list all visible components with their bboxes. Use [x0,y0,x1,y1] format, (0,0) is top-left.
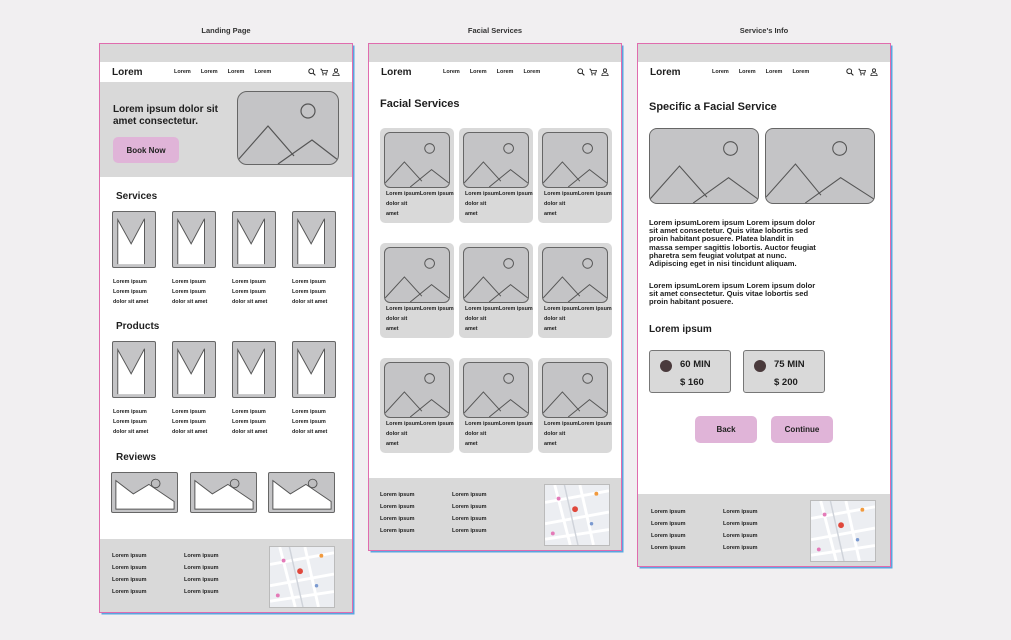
facial-image [542,247,608,303]
facial-service-card[interactable]: Lorem ipsumLorem ipsum dolor sit amet [538,358,612,453]
navbar [369,62,621,82]
facial-service-card[interactable]: Lorem ipsumLorem ipsum dolor sit amet [380,243,454,338]
service-image[interactable] [112,211,156,268]
option-time: 60 MIN [680,359,711,370]
product-image[interactable] [112,341,156,398]
footer-link[interactable]: Lorem ipsum [380,528,415,534]
logo[interactable]: Lorem [381,66,412,78]
facial-image [463,247,529,303]
footer-link[interactable]: Lorem ipsum [380,516,415,522]
review-image[interactable] [111,472,178,513]
service-caption: Lorem ipsum Lorem ipsum dolor sit amet [292,279,328,305]
nav-link[interactable]: Lorem [200,69,218,75]
service-caption: Lorem ipsum Lorem ipsum dolor sit amet [113,279,149,305]
nav-link[interactable]: Lorem [523,69,541,75]
product-caption: Lorem ipsum Lorem ipsum dolor sit amet [292,409,328,435]
cart-icon[interactable] [320,68,328,76]
map-image[interactable] [269,546,335,608]
nav-link[interactable]: Lorem [496,69,514,75]
landing-page-frame [99,43,353,613]
book-now-button[interactable]: Book Now [113,137,179,163]
radio-dot[interactable] [754,360,766,372]
product-image[interactable] [292,341,336,398]
search-icon[interactable] [577,68,585,76]
radio-dot[interactable] [660,360,672,372]
footer-link[interactable]: Lorem ipsum [380,504,415,510]
hero-image [237,91,339,165]
nav-link[interactable]: Lorem [227,69,245,75]
footer-link[interactable]: Lorem ipsum [112,577,147,583]
service-description: Lorem ipsumLorem ipsum Lorem ipsum dolor sit amet consectetur. Quis vitae lobortis sed proin habitant posuere. Platea blandit in massa semper sagittis lobortis. Auctor feugiat pharetra sem feugiat volutpat at nunc. Adipiscing eget in nisi tincidunt aliquam. [649,218,816,269]
footer-link[interactable]: Lorem ipsum [184,577,219,583]
map-image[interactable] [810,500,876,562]
service-info-frame [637,43,891,567]
facial-service-card[interactable]: Lorem ipsumLorem ipsum dolor sit amet [459,243,533,338]
frame-title-info: Service's Info [739,26,789,35]
product-caption: Lorem ipsum Lorem ipsum dolor sit amet [172,409,208,435]
browser-bar [638,44,890,62]
footer-link[interactable]: Lorem ipsum [184,589,219,595]
nav-link[interactable]: Lorem [443,69,460,75]
footer-link[interactable]: Lorem ipsum [723,545,758,551]
review-image[interactable] [268,472,335,513]
search-icon[interactable] [846,68,854,76]
search-icon[interactable] [308,68,316,76]
footer-link[interactable]: Lorem ipsum [452,528,487,534]
footer-link[interactable]: Lorem ipsum [723,533,758,539]
nav-link[interactable]: Lorem [738,69,756,75]
nav-link[interactable]: Lorem [765,69,783,75]
service-image[interactable] [292,211,336,268]
facial-service-card[interactable]: Lorem ipsumLorem ipsum dolor sit amet [459,358,533,453]
product-caption: Lorem ipsum Lorem ipsum dolor sit amet [113,409,149,435]
cart-icon[interactable] [589,68,597,76]
facial-service-card[interactable]: Lorem ipsumLorem ipsum dolor sit amet [538,243,612,338]
facial-service-card[interactable]: Lorem ipsumLorem ipsum dolor sit amet [538,128,612,223]
facial-image [384,362,450,418]
browser-bar [100,44,352,62]
continue-button[interactable]: Continue [771,416,833,443]
hero-text: Lorem ipsum dolor sit amet consectetur. [113,104,219,127]
footer-link[interactable]: Lorem ipsum [651,545,686,551]
options-title: Lorem ipsum [649,324,712,335]
footer-link[interactable]: Lorem ipsum [184,565,219,571]
footer-link[interactable]: Lorem ipsum [452,516,487,522]
service-caption: Lorem ipsum Lorem ipsum dolor sit amet [232,279,268,305]
footer-link[interactable]: Lorem ipsum [452,492,487,498]
duration-option-75[interactable] [743,350,825,393]
cart-icon[interactable] [858,68,866,76]
facial-service-card[interactable]: Lorem ipsumLorem ipsum dolor sit amet [380,128,454,223]
footer-link[interactable]: Lorem ipsum [651,533,686,539]
facial-image [463,132,529,188]
footer-link[interactable]: Lorem ipsum [112,589,147,595]
service-caption: Lorem ipsum Lorem ipsum dolor sit amet [172,279,208,305]
frame-title-landing: Landing Page [201,26,251,35]
map-image[interactable] [544,484,610,546]
option-time: 75 MIN [774,359,805,370]
footer [638,494,890,567]
service-image[interactable] [172,211,216,268]
option-price: $ 200 [774,377,798,388]
footer-link[interactable]: Lorem ipsum [452,504,487,510]
footer [369,478,621,551]
footer-link[interactable]: Lorem ipsum [112,565,147,571]
footer-link[interactable]: Lorem ipsum [723,521,758,527]
reviews-title: Reviews [116,452,157,463]
user-icon[interactable] [870,68,878,76]
service-photo [765,128,875,204]
product-image[interactable] [232,341,276,398]
facial-image [384,247,450,303]
navbar [100,62,352,82]
page-title: Facial Services [380,98,460,110]
service-description-2: Lorem ipsumLorem ipsum Lorem ipsum dolor sit amet consectetur. Quis vitae lobortis sed proin habitant posuere. [649,281,816,307]
browser-bar [369,44,621,62]
duration-option-60[interactable] [649,350,731,393]
back-button[interactable]: Back [695,416,757,443]
footer-link[interactable]: Lorem ipsum [723,509,758,515]
user-icon[interactable] [601,68,609,76]
footer-link[interactable]: Lorem ipsum [651,521,686,527]
facial-service-card[interactable]: Lorem ipsumLorem ipsum dolor sit amet [380,358,454,453]
facial-image [542,132,608,188]
facial-image [463,362,529,418]
logo[interactable]: Lorem [650,66,681,78]
review-image[interactable] [190,472,257,513]
nav-link[interactable]: Lorem [712,69,729,75]
facial-services-frame [368,43,622,551]
frame-title-facial: Facial Services [467,26,523,35]
page-title: Specific a Facial Service [649,101,777,113]
footer-link[interactable]: Lorem ipsum [184,553,219,559]
products-title: Products [116,321,160,332]
services-title: Services [116,191,158,202]
nav-link[interactable]: Lorem [174,69,191,75]
logo[interactable]: Lorem [112,66,143,78]
product-caption: Lorem ipsum Lorem ipsum dolor sit amet [232,409,268,435]
navbar [638,62,890,82]
footer [100,539,352,613]
facial-image [384,132,450,188]
product-image[interactable] [172,341,216,398]
nav-link[interactable]: Lorem [792,69,810,75]
footer-link[interactable]: Lorem ipsum [112,553,147,559]
option-price: $ 160 [680,377,704,388]
nav-link[interactable]: Lorem [469,69,487,75]
nav-link[interactable]: Lorem [254,69,272,75]
footer-link[interactable]: Lorem ipsum [651,509,686,515]
footer-link[interactable]: Lorem ipsum [380,492,415,498]
hero-section [100,82,352,177]
facial-service-card[interactable]: Lorem ipsumLorem ipsum dolor sit amet [459,128,533,223]
facial-image [542,362,608,418]
service-image[interactable] [232,211,276,268]
user-icon[interactable] [332,68,340,76]
service-photo [649,128,759,204]
